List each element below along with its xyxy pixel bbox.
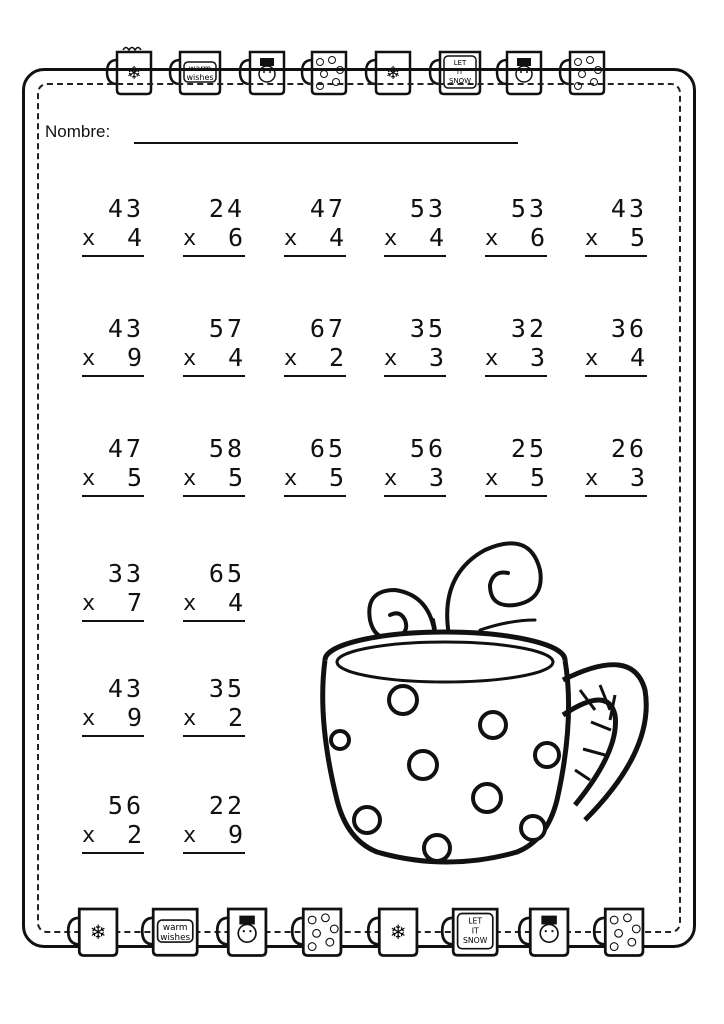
svg-text:LET: LET	[453, 59, 467, 67]
warm-wishes-mug-icon	[140, 900, 206, 960]
multiplication-problem	[284, 315, 346, 375]
times-sign: x	[485, 346, 499, 371]
answer-line[interactable]	[82, 735, 144, 737]
answer-line[interactable]	[384, 495, 446, 497]
multiplication-problem	[585, 195, 647, 255]
multiplicand: 67	[309, 314, 346, 343]
multiplier: 2	[126, 820, 142, 849]
svg-text:❄: ❄	[126, 63, 142, 84]
times-sign: x	[284, 466, 298, 491]
svg-text:SNOW: SNOW	[463, 936, 488, 946]
multiplicand: 22	[208, 791, 245, 820]
svg-text:warm: warm	[162, 923, 188, 933]
multiplication-problem	[284, 435, 346, 495]
snowman-mug-icon	[215, 900, 277, 960]
multiplier: 3	[428, 463, 444, 492]
multiplication-problem	[183, 435, 245, 495]
multiplicand: 35	[208, 674, 245, 703]
answer-line[interactable]	[82, 852, 144, 854]
answer-line[interactable]	[82, 495, 144, 497]
answer-line[interactable]	[82, 620, 144, 622]
multiplication-problem	[384, 435, 446, 495]
multiplicand: 25	[510, 434, 547, 463]
multiplication-problem	[82, 315, 144, 375]
multiplication-problem	[384, 315, 446, 375]
multiplier: 3	[529, 343, 545, 372]
name-field-line[interactable]	[134, 142, 518, 144]
times-sign: x	[183, 346, 197, 371]
multiplicand: 56	[107, 791, 144, 820]
multiplicand: 43	[107, 674, 144, 703]
polka-dot-mug-icon	[592, 900, 654, 960]
answer-line[interactable]	[284, 255, 346, 257]
multiplier: 6	[227, 223, 243, 252]
multiplier: 2	[328, 343, 344, 372]
times-sign: x	[284, 346, 298, 371]
multiplicand: 43	[610, 194, 647, 223]
times-sign: x	[485, 466, 499, 491]
times-sign: x	[585, 226, 599, 251]
multiplier: 5	[629, 223, 645, 252]
multiplicand: 24	[208, 194, 245, 223]
multiplication-problem	[485, 435, 547, 495]
multiplier: 7	[126, 588, 142, 617]
multiplicand: 58	[208, 434, 245, 463]
svg-text:IT: IT	[456, 68, 464, 76]
multiplier: 5	[328, 463, 344, 492]
svg-text:wishes: wishes	[160, 932, 191, 943]
multiplicand: 53	[510, 194, 547, 223]
answer-line[interactable]	[82, 375, 144, 377]
times-sign: x	[585, 346, 599, 371]
multiplication-problem	[485, 315, 547, 375]
multiplier: 5	[529, 463, 545, 492]
multiplicand: 26	[610, 434, 647, 463]
multiplication-problem	[585, 435, 647, 495]
multiplier: 3	[428, 343, 444, 372]
svg-text:❄: ❄	[89, 920, 107, 944]
answer-line[interactable]	[485, 375, 547, 377]
snowman-mug-icon	[517, 900, 579, 960]
multiplier: 5	[126, 463, 142, 492]
times-sign: x	[384, 346, 398, 371]
svg-text:IT: IT	[471, 926, 479, 936]
answer-line[interactable]	[485, 255, 547, 257]
multiplier: 3	[629, 463, 645, 492]
answer-line[interactable]	[284, 495, 346, 497]
multiplicand: 65	[208, 559, 245, 588]
multiplier: 4	[428, 223, 444, 252]
multiplication-problem	[183, 560, 245, 620]
let-it-snow-mug-icon	[440, 900, 506, 960]
multiplicand: 43	[107, 194, 144, 223]
name-label: Nombre:	[45, 122, 111, 141]
times-sign: x	[183, 823, 197, 848]
svg-text:❄: ❄	[385, 63, 401, 84]
multiplication-problem	[485, 195, 547, 255]
multiplier: 6	[529, 223, 545, 252]
multiplication-problem	[183, 315, 245, 375]
svg-text:❄: ❄	[389, 920, 407, 944]
multiplicand: 32	[510, 314, 547, 343]
times-sign: x	[82, 591, 96, 616]
multiplicand: 53	[409, 194, 446, 223]
times-sign: x	[82, 466, 96, 491]
multiplication-problem	[82, 675, 144, 735]
hot-cocoa-mug-illustration	[315, 530, 655, 875]
times-sign: x	[82, 823, 96, 848]
answer-line[interactable]	[183, 255, 245, 257]
multiplier: 9	[227, 820, 243, 849]
times-sign: x	[384, 226, 398, 251]
multiplicand: 33	[107, 559, 144, 588]
answer-line[interactable]	[585, 255, 647, 257]
times-sign: x	[183, 226, 197, 251]
answer-line[interactable]	[585, 375, 647, 377]
times-sign: x	[82, 226, 96, 251]
multiplicand: 35	[409, 314, 446, 343]
multiplication-problem	[82, 195, 144, 255]
svg-text:warm: warm	[188, 64, 212, 73]
times-sign: x	[82, 706, 96, 731]
times-sign: x	[284, 226, 298, 251]
snowflake-mug-icon	[366, 900, 428, 960]
answer-line[interactable]	[384, 255, 446, 257]
multiplication-problem	[82, 792, 144, 852]
svg-text:SNOW: SNOW	[448, 77, 472, 85]
answer-line[interactable]	[183, 735, 245, 737]
multiplier: 2	[227, 703, 243, 732]
multiplier: 5	[227, 463, 243, 492]
multiplicand: 47	[309, 194, 346, 223]
answer-line[interactable]	[585, 495, 647, 497]
multiplicand: 36	[610, 314, 647, 343]
answer-line[interactable]	[183, 852, 245, 854]
multiplication-problem	[183, 195, 245, 255]
multiplication-problem	[183, 675, 245, 735]
multiplication-problem	[284, 195, 346, 255]
answer-line[interactable]	[183, 375, 245, 377]
multiplicand: 57	[208, 314, 245, 343]
multiplier: 9	[126, 703, 142, 732]
multiplier: 4	[227, 343, 243, 372]
bottom-mug-border	[0, 900, 724, 960]
times-sign: x	[183, 466, 197, 491]
multiplier: 4	[126, 223, 142, 252]
times-sign: x	[183, 591, 197, 616]
times-sign: x	[585, 466, 599, 491]
multiplier: 4	[227, 588, 243, 617]
times-sign: x	[183, 706, 197, 731]
times-sign: x	[384, 466, 398, 491]
multiplication-problem	[384, 195, 446, 255]
multiplication-problem	[82, 435, 144, 495]
answer-line[interactable]	[183, 620, 245, 622]
multiplicand: 47	[107, 434, 144, 463]
multiplier: 4	[328, 223, 344, 252]
snowflake-mug-icon	[66, 900, 128, 960]
answer-line[interactable]	[82, 255, 144, 257]
answer-line[interactable]	[485, 495, 547, 497]
multiplicand: 43	[107, 314, 144, 343]
multiplication-problem	[82, 560, 144, 620]
multiplicand: 65	[309, 434, 346, 463]
times-sign: x	[485, 226, 499, 251]
answer-line[interactable]	[284, 375, 346, 377]
times-sign: x	[82, 346, 96, 371]
multiplication-problem	[585, 315, 647, 375]
answer-line[interactable]	[183, 495, 245, 497]
multiplication-problem	[183, 792, 245, 852]
multiplier: 9	[126, 343, 142, 372]
polka-dot-mug-icon	[290, 900, 352, 960]
svg-text:wishes: wishes	[186, 73, 214, 82]
multiplier: 4	[629, 343, 645, 372]
svg-text:LET: LET	[468, 916, 483, 926]
answer-line[interactable]	[384, 375, 446, 377]
multiplicand: 56	[409, 434, 446, 463]
